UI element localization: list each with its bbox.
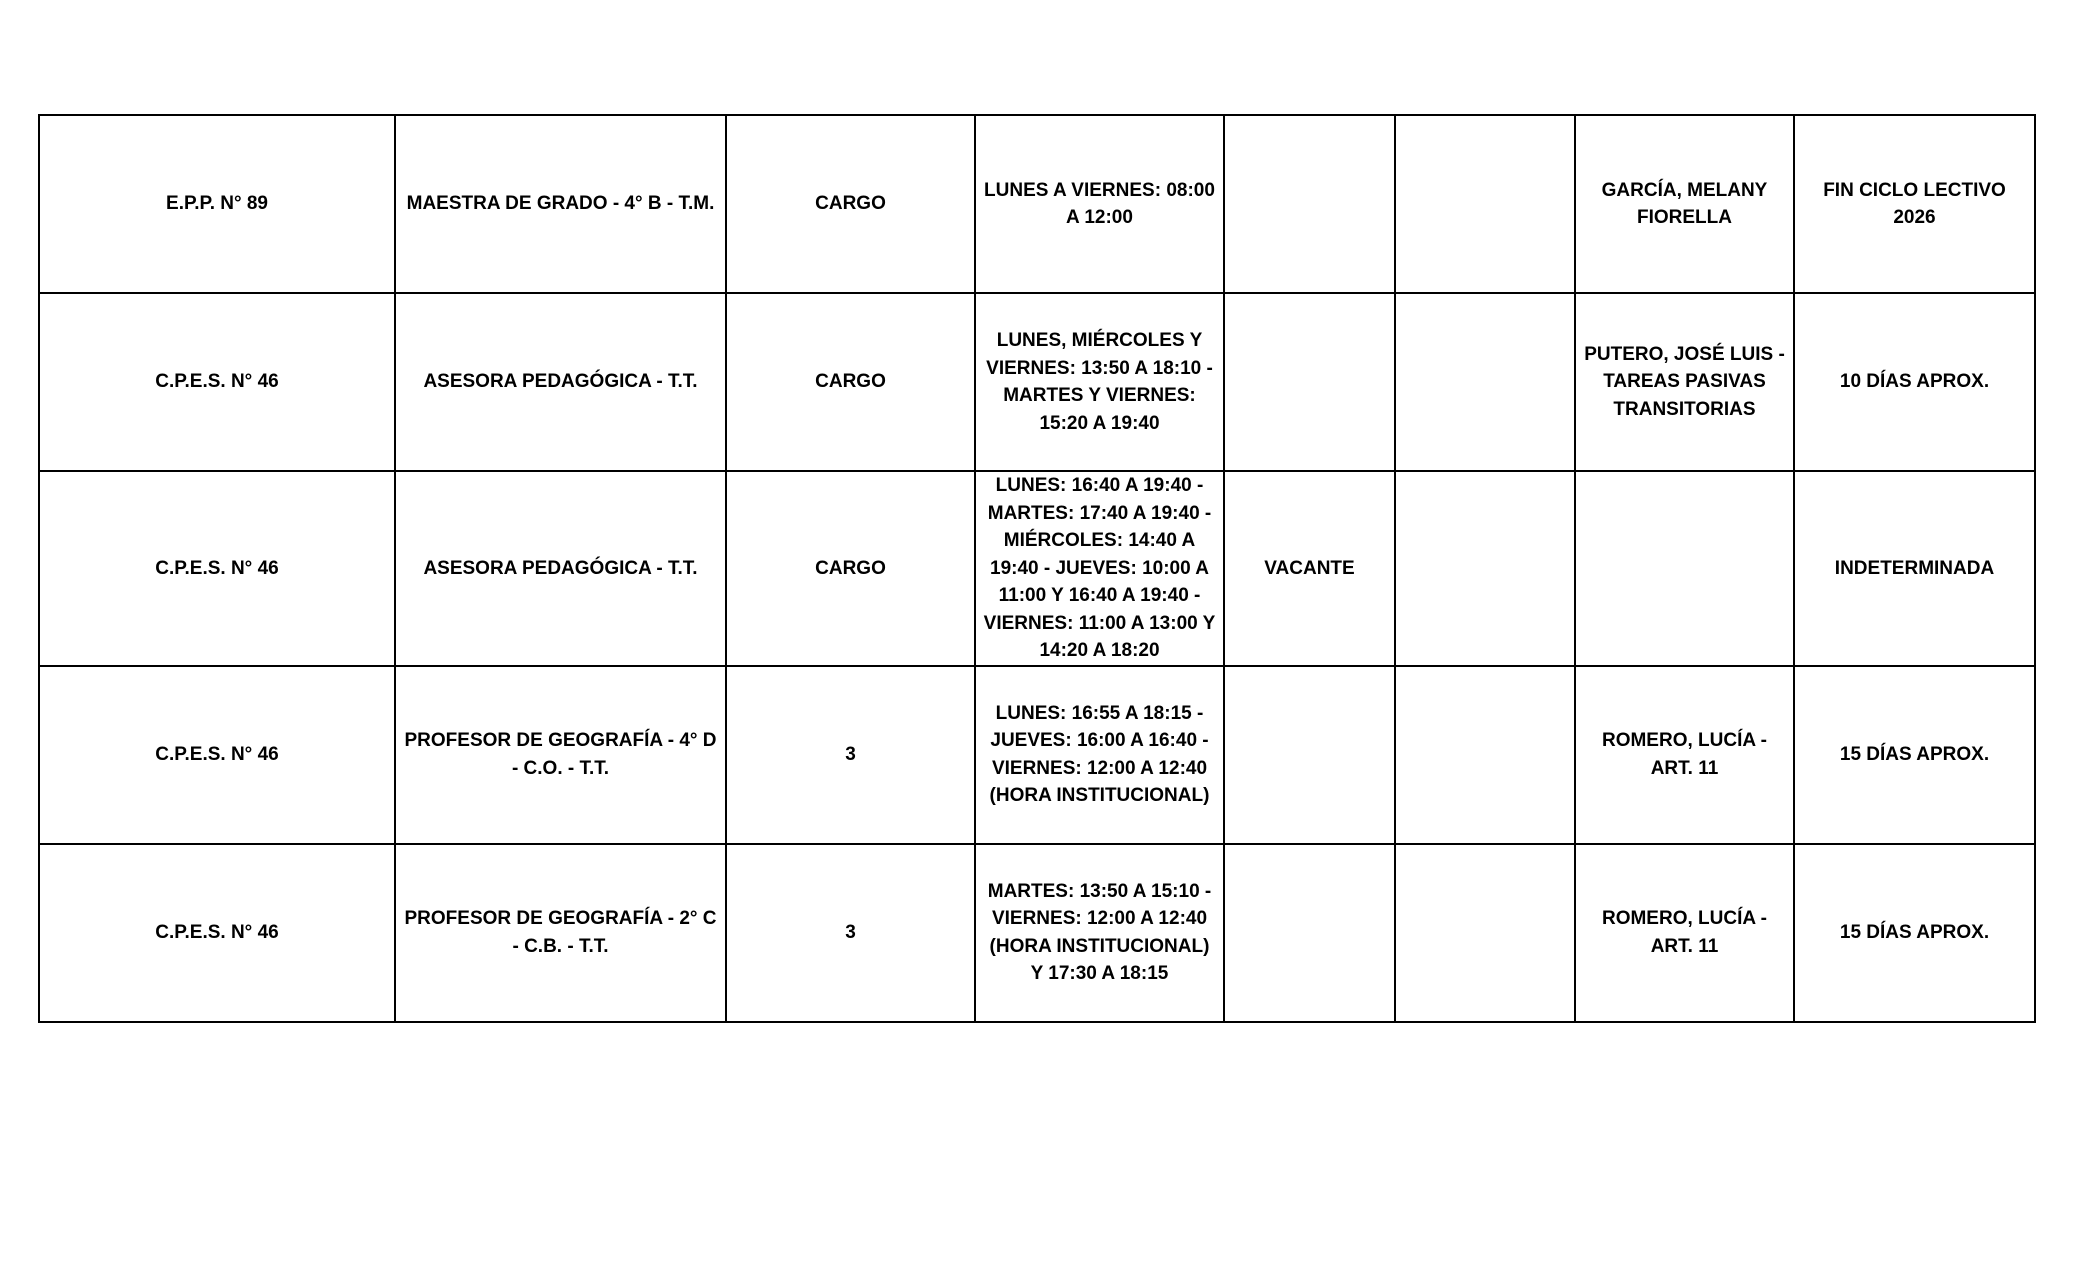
hours-cell: [726, 844, 975, 1022]
table-row: [39, 471, 2035, 666]
hours-text: CARGO: [815, 557, 886, 579]
empty-cell: [1395, 293, 1575, 471]
position-text: PROFESOR DE GEOGRAFÍA - 2° C - C.B. - T.T.: [404, 908, 717, 957]
table-row: [39, 666, 2035, 844]
vacancies-table: [38, 114, 2036, 1023]
status-cell: [1224, 666, 1395, 844]
establishment-cell: [39, 471, 395, 666]
table-row: [39, 293, 2035, 471]
position-text: MAESTRA DE GRADO - 4° B - T.M.: [406, 193, 715, 215]
status-cell: [1224, 844, 1395, 1022]
establishment-cell: [39, 115, 395, 293]
establishment-text: C.P.E.S. N° 46: [155, 743, 279, 765]
schedule-cell: [975, 471, 1224, 666]
position-text: ASESORA PEDAGÓGICA - T.T.: [423, 371, 698, 393]
status-cell: [1224, 115, 1395, 293]
schedule-text: LUNES: 16:40 A 19:40 - MARTES: 17:40 A 19:40 - MIÉRCOLES: 14:40 A 19:40 - JUEVES: 10:00 A 11:00 Y 16:40 A 19:40 - VIERNES: 11:00 A 13:00 Y 14:20 A 18:20: [983, 475, 1216, 661]
schedule-cell: [975, 115, 1224, 293]
duration-text: 15 DÍAS APROX.: [1839, 921, 1990, 943]
replacement-cell: [1575, 844, 1794, 1022]
position-cell: [395, 844, 726, 1022]
schedule-cell: [975, 666, 1224, 844]
table-body: [39, 115, 2035, 1022]
duration-text: FIN CICLO LECTIVO 2026: [1823, 179, 2006, 228]
hours-cell: [726, 115, 975, 293]
status-text: VACANTE: [1264, 557, 1355, 579]
establishment-text: C.P.E.S. N° 46: [155, 371, 279, 393]
duration-cell: [1794, 293, 2035, 471]
position-cell: [395, 471, 726, 666]
hours-cell: [726, 471, 975, 666]
hours-text: CARGO: [815, 371, 886, 393]
position-cell: [395, 293, 726, 471]
establishment-text: C.P.E.S. N° 46: [155, 557, 279, 579]
replacement-text: ROMERO, LUCÍA - ART. 11: [1601, 908, 1767, 957]
hours-text: 3: [845, 743, 856, 765]
duration-text: 15 DÍAS APROX.: [1839, 743, 1990, 765]
establishment-cell: [39, 844, 395, 1022]
status-cell: [1224, 471, 1395, 666]
schedule-cell: [975, 293, 1224, 471]
duration-cell: [1794, 844, 2035, 1022]
replacement-cell: [1575, 115, 1794, 293]
schedule-cell: [975, 844, 1224, 1022]
hours-text: CARGO: [815, 193, 886, 215]
replacement-cell: [1575, 293, 1794, 471]
establishment-cell: [39, 293, 395, 471]
position-cell: [395, 115, 726, 293]
duration-text: 10 DÍAS APROX.: [1839, 371, 1990, 393]
hours-text: 3: [845, 921, 856, 943]
replacement-text: GARCÍA, MELANY FIORELLA: [1601, 179, 1768, 228]
empty-cell: [1395, 115, 1575, 293]
empty-cell: [1395, 471, 1575, 666]
schedule-text: LUNES A VIERNES: 08:00 A 12:00: [984, 179, 1215, 228]
establishment-text: C.P.E.S. N° 46: [155, 921, 279, 943]
replacement-cell: [1575, 471, 1794, 666]
table-row: [39, 844, 2035, 1022]
establishment-text: E.P.P. N° 89: [166, 193, 268, 215]
empty-cell: [1395, 666, 1575, 844]
duration-text: INDETERMINADA: [1834, 557, 1995, 579]
empty-cell: [1395, 844, 1575, 1022]
position-text: ASESORA PEDAGÓGICA - T.T.: [423, 557, 698, 579]
replacement-cell: [1575, 666, 1794, 844]
schedule-text: MARTES: 13:50 A 15:10 - VIERNES: 12:00 A 12:40 (HORA INSTITUCIONAL) Y 17:30 A 18:15: [987, 880, 1212, 984]
position-cell: [395, 666, 726, 844]
hours-cell: [726, 666, 975, 844]
table-row: [39, 115, 2035, 293]
duration-cell: [1794, 666, 2035, 844]
schedule-text: LUNES, MIÉRCOLES Y VIERNES: 13:50 A 18:10 - MARTES Y VIERNES: 15:20 A 19:40: [986, 330, 1213, 434]
duration-cell: [1794, 471, 2035, 666]
status-cell: [1224, 293, 1395, 471]
hours-cell: [726, 293, 975, 471]
schedule-text: LUNES: 16:55 A 18:15 - JUEVES: 16:00 A 16:40 - VIERNES: 12:00 A 12:40 (HORA INSTITUCIONAL): [989, 702, 1210, 806]
duration-cell: [1794, 115, 2035, 293]
replacement-text: ROMERO, LUCÍA - ART. 11: [1601, 730, 1767, 779]
establishment-cell: [39, 666, 395, 844]
replacement-text: PUTERO, JOSÉ LUIS - TAREAS PASIVAS TRANSITORIAS: [1584, 343, 1785, 420]
position-text: PROFESOR DE GEOGRAFÍA - 4° D - C.O. - T.T.: [404, 730, 717, 779]
